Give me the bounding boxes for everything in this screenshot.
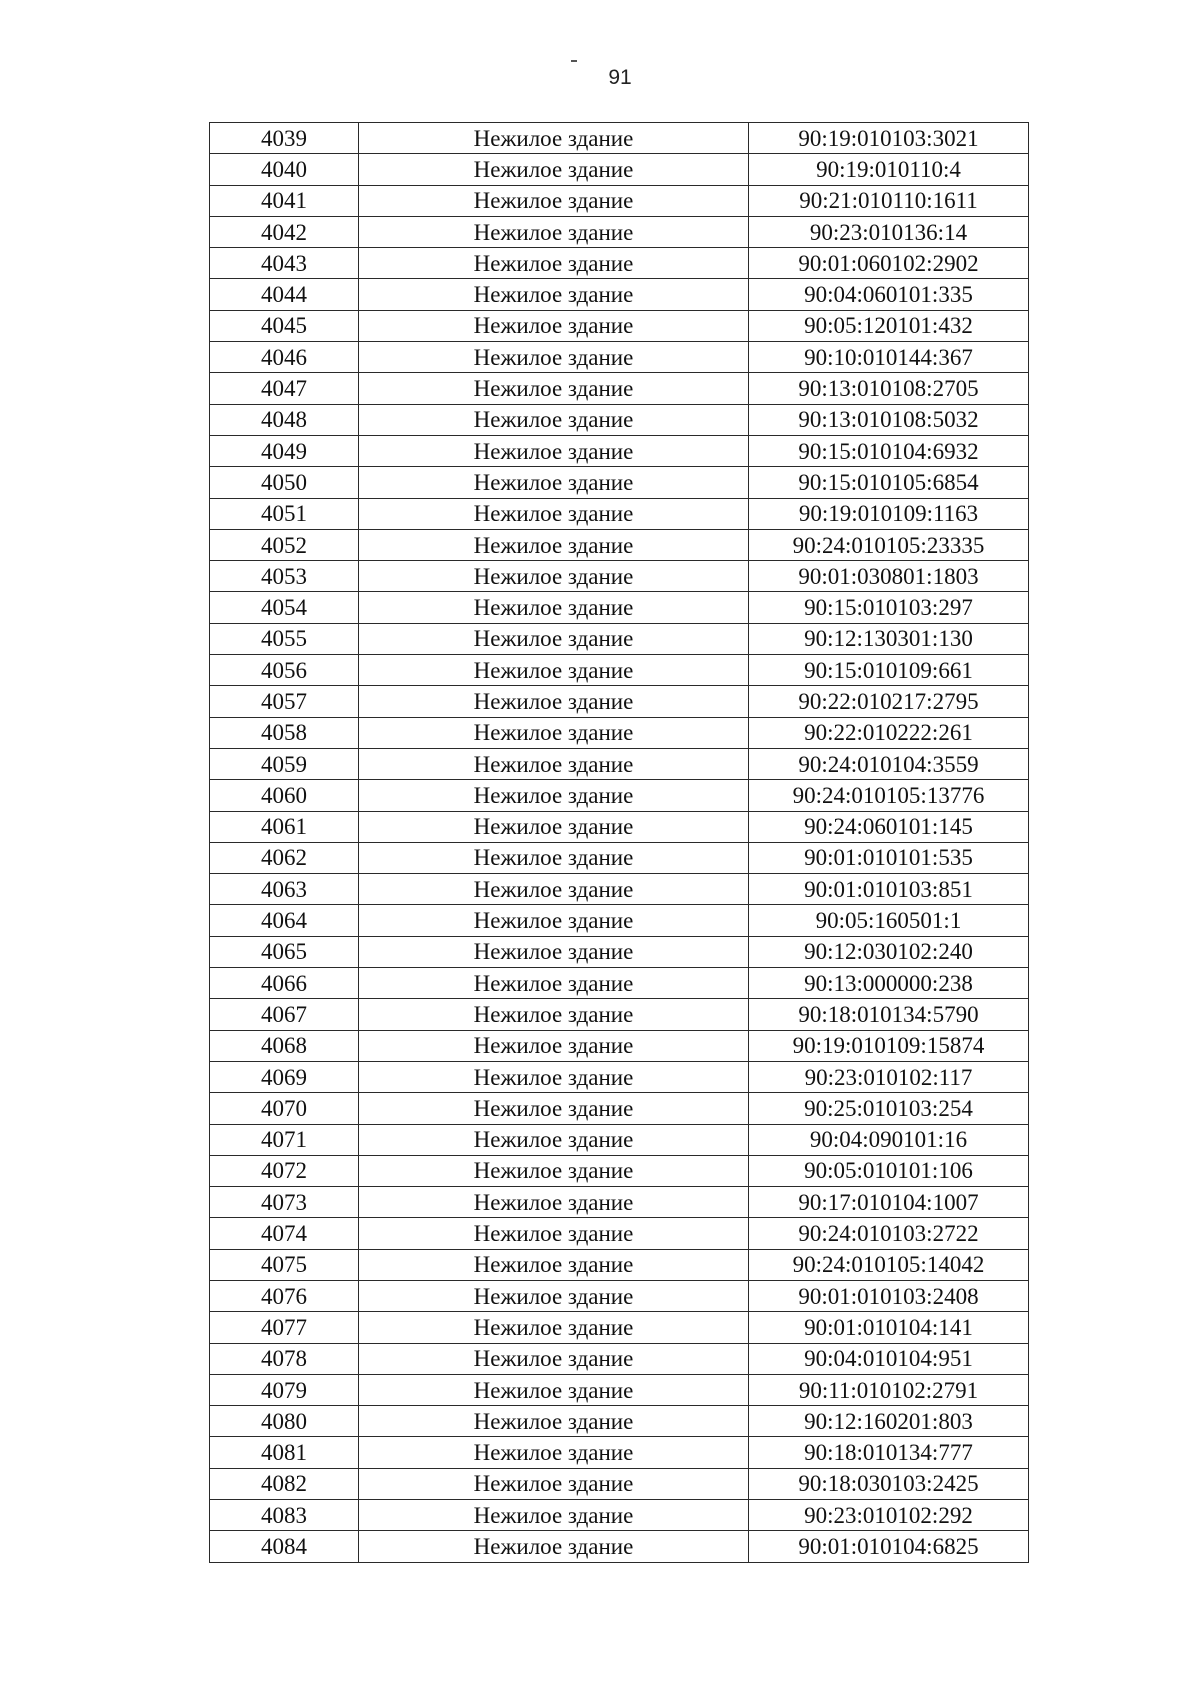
cadastral-number-cell: 90:12:160201:803 xyxy=(749,1406,1029,1437)
cadastral-number-cell: 90:15:010104:6932 xyxy=(749,435,1029,466)
cadastral-number-cell: 90:18:030103:2425 xyxy=(749,1468,1029,1499)
object-type-cell: Нежилое здание xyxy=(359,999,749,1030)
object-type-cell: Нежилое здание xyxy=(359,905,749,936)
table-row xyxy=(210,342,1029,373)
row-number-cell: 4068 xyxy=(210,1030,359,1061)
cadastral-number-cell: 90:24:010105:13776 xyxy=(749,780,1029,811)
registry-table-body xyxy=(210,123,1029,1563)
row-number-cell: 4074 xyxy=(210,1218,359,1249)
object-type-cell: Нежилое здание xyxy=(359,748,749,779)
row-number-cell: 4062 xyxy=(210,842,359,873)
table-row xyxy=(210,748,1029,779)
cadastral-number-cell: 90:23:010102:292 xyxy=(749,1500,1029,1531)
row-number-cell: 4057 xyxy=(210,686,359,717)
row-number-cell: 4064 xyxy=(210,905,359,936)
cadastral-number-cell: 90:13:010108:5032 xyxy=(749,404,1029,435)
cadastral-number-cell: 90:15:010103:297 xyxy=(749,592,1029,623)
object-type-cell: Нежилое здание xyxy=(359,310,749,341)
row-number-cell: 4054 xyxy=(210,592,359,623)
scan-mark xyxy=(571,60,577,62)
object-type-cell: Нежилое здание xyxy=(359,1187,749,1218)
row-number-cell: 4058 xyxy=(210,717,359,748)
cadastral-number-cell: 90:24:060101:145 xyxy=(749,811,1029,842)
row-number-cell: 4051 xyxy=(210,498,359,529)
table-row xyxy=(210,123,1029,154)
cadastral-number-cell: 90:11:010102:2791 xyxy=(749,1374,1029,1405)
table-row xyxy=(210,1406,1029,1437)
object-type-cell: Нежилое здание xyxy=(359,154,749,185)
row-number-cell: 4072 xyxy=(210,1155,359,1186)
object-type-cell: Нежилое здание xyxy=(359,1374,749,1405)
registry-table xyxy=(209,122,1029,1563)
table-row xyxy=(210,874,1029,905)
cadastral-number-cell: 90:17:010104:1007 xyxy=(749,1187,1029,1218)
object-type-cell: Нежилое здание xyxy=(359,1437,749,1468)
row-number-cell: 4079 xyxy=(210,1374,359,1405)
row-number-cell: 4073 xyxy=(210,1187,359,1218)
cadastral-number-cell: 90:19:010103:3021 xyxy=(749,123,1029,154)
table-row xyxy=(210,936,1029,967)
object-type-cell: Нежилое здание xyxy=(359,811,749,842)
row-number-cell: 4048 xyxy=(210,404,359,435)
cadastral-number-cell: 90:13:010108:2705 xyxy=(749,373,1029,404)
object-type-cell: Нежилое здание xyxy=(359,1030,749,1061)
table-row xyxy=(210,1249,1029,1280)
row-number-cell: 4061 xyxy=(210,811,359,842)
cadastral-number-cell: 90:04:010104:951 xyxy=(749,1343,1029,1374)
row-number-cell: 4049 xyxy=(210,435,359,466)
cadastral-number-cell: 90:12:030102:240 xyxy=(749,936,1029,967)
table-row xyxy=(210,435,1029,466)
table-row xyxy=(210,780,1029,811)
table-row xyxy=(210,1531,1029,1562)
object-type-cell: Нежилое здание xyxy=(359,1312,749,1343)
object-type-cell: Нежилое здание xyxy=(359,686,749,717)
row-number-cell: 4044 xyxy=(210,279,359,310)
table-row xyxy=(210,842,1029,873)
object-type-cell: Нежилое здание xyxy=(359,185,749,216)
table-row xyxy=(210,999,1029,1030)
table-row xyxy=(210,1500,1029,1531)
table-row xyxy=(210,1280,1029,1311)
row-number-cell: 4081 xyxy=(210,1437,359,1468)
cadastral-number-cell: 90:25:010103:254 xyxy=(749,1093,1029,1124)
table-row xyxy=(210,404,1029,435)
row-number-cell: 4069 xyxy=(210,1061,359,1092)
object-type-cell: Нежилое здание xyxy=(359,1531,749,1562)
object-type-cell: Нежилое здание xyxy=(359,1124,749,1155)
cadastral-number-cell: 90:24:010103:2722 xyxy=(749,1218,1029,1249)
row-number-cell: 4071 xyxy=(210,1124,359,1155)
cadastral-number-cell: 90:15:010105:6854 xyxy=(749,467,1029,498)
object-type-cell: Нежилое здание xyxy=(359,342,749,373)
cadastral-number-cell: 90:22:010217:2795 xyxy=(749,686,1029,717)
table-row xyxy=(210,310,1029,341)
table-row xyxy=(210,1155,1029,1186)
row-number-cell: 4063 xyxy=(210,874,359,905)
object-type-cell: Нежилое здание xyxy=(359,123,749,154)
cadastral-number-cell: 90:21:010110:1611 xyxy=(749,185,1029,216)
cadastral-number-cell: 90:12:130301:130 xyxy=(749,623,1029,654)
object-type-cell: Нежилое здание xyxy=(359,1218,749,1249)
object-type-cell: Нежилое здание xyxy=(359,968,749,999)
cadastral-number-cell: 90:10:010144:367 xyxy=(749,342,1029,373)
row-number-cell: 4052 xyxy=(210,529,359,560)
row-number-cell: 4080 xyxy=(210,1406,359,1437)
row-number-cell: 4067 xyxy=(210,999,359,1030)
table-row xyxy=(210,529,1029,560)
object-type-cell: Нежилое здание xyxy=(359,435,749,466)
table-row xyxy=(210,717,1029,748)
object-type-cell: Нежилое здание xyxy=(359,1249,749,1280)
table-row xyxy=(210,373,1029,404)
cadastral-number-cell: 90:01:010103:851 xyxy=(749,874,1029,905)
object-type-cell: Нежилое здание xyxy=(359,874,749,905)
table-row xyxy=(210,1312,1029,1343)
row-number-cell: 4041 xyxy=(210,185,359,216)
cadastral-number-cell: 90:18:010134:5790 xyxy=(749,999,1029,1030)
row-number-cell: 4065 xyxy=(210,936,359,967)
object-type-cell: Нежилое здание xyxy=(359,842,749,873)
cadastral-number-cell: 90:04:060101:335 xyxy=(749,279,1029,310)
cadastral-number-cell: 90:23:010102:117 xyxy=(749,1061,1029,1092)
row-number-cell: 4060 xyxy=(210,780,359,811)
table-row xyxy=(210,1437,1029,1468)
cadastral-number-cell: 90:18:010134:777 xyxy=(749,1437,1029,1468)
table-row xyxy=(210,1187,1029,1218)
object-type-cell: Нежилое здание xyxy=(359,1061,749,1092)
cadastral-number-cell: 90:05:010101:106 xyxy=(749,1155,1029,1186)
object-type-cell: Нежилое здание xyxy=(359,655,749,686)
cadastral-number-cell: 90:01:010103:2408 xyxy=(749,1280,1029,1311)
row-number-cell: 4050 xyxy=(210,467,359,498)
row-number-cell: 4042 xyxy=(210,216,359,247)
table-row xyxy=(210,592,1029,623)
row-number-cell: 4082 xyxy=(210,1468,359,1499)
table-row xyxy=(210,623,1029,654)
row-number-cell: 4076 xyxy=(210,1280,359,1311)
cadastral-number-cell: 90:24:010105:14042 xyxy=(749,1249,1029,1280)
table-row xyxy=(210,154,1029,185)
object-type-cell: Нежилое здание xyxy=(359,936,749,967)
object-type-cell: Нежилое здание xyxy=(359,279,749,310)
table-row xyxy=(210,905,1029,936)
object-type-cell: Нежилое здание xyxy=(359,623,749,654)
row-number-cell: 4046 xyxy=(210,342,359,373)
row-number-cell: 4053 xyxy=(210,561,359,592)
object-type-cell: Нежилое здание xyxy=(359,1280,749,1311)
cadastral-number-cell: 90:15:010109:661 xyxy=(749,655,1029,686)
table-row xyxy=(210,686,1029,717)
object-type-cell: Нежилое здание xyxy=(359,561,749,592)
object-type-cell: Нежилое здание xyxy=(359,1343,749,1374)
cadastral-number-cell: 90:01:010101:535 xyxy=(749,842,1029,873)
row-number-cell: 4077 xyxy=(210,1312,359,1343)
row-number-cell: 4047 xyxy=(210,373,359,404)
row-number-cell: 4056 xyxy=(210,655,359,686)
row-number-cell: 4066 xyxy=(210,968,359,999)
row-number-cell: 4039 xyxy=(210,123,359,154)
table-row xyxy=(210,1030,1029,1061)
table-row xyxy=(210,655,1029,686)
row-number-cell: 4070 xyxy=(210,1093,359,1124)
object-type-cell: Нежилое здание xyxy=(359,1093,749,1124)
cadastral-number-cell: 90:05:120101:432 xyxy=(749,310,1029,341)
cadastral-number-cell: 90:01:030801:1803 xyxy=(749,561,1029,592)
table-row xyxy=(210,1218,1029,1249)
table-row xyxy=(210,498,1029,529)
row-number-cell: 4078 xyxy=(210,1343,359,1374)
table-row xyxy=(210,248,1029,279)
table-row xyxy=(210,1093,1029,1124)
row-number-cell: 4075 xyxy=(210,1249,359,1280)
cadastral-number-cell: 90:24:010104:3559 xyxy=(749,748,1029,779)
table-row xyxy=(210,1343,1029,1374)
cadastral-number-cell: 90:01:010104:141 xyxy=(749,1312,1029,1343)
table-row xyxy=(210,185,1029,216)
row-number-cell: 4040 xyxy=(210,154,359,185)
cadastral-number-cell: 90:05:160501:1 xyxy=(749,905,1029,936)
object-type-cell: Нежилое здание xyxy=(359,780,749,811)
cadastral-number-cell: 90:19:010109:1163 xyxy=(749,498,1029,529)
cadastral-number-cell: 90:19:010109:15874 xyxy=(749,1030,1029,1061)
row-number-cell: 4084 xyxy=(210,1531,359,1562)
row-number-cell: 4083 xyxy=(210,1500,359,1531)
cadastral-number-cell: 90:24:010105:23335 xyxy=(749,529,1029,560)
object-type-cell: Нежилое здание xyxy=(359,216,749,247)
object-type-cell: Нежилое здание xyxy=(359,592,749,623)
table-row xyxy=(210,1468,1029,1499)
cadastral-number-cell: 90:13:000000:238 xyxy=(749,968,1029,999)
cadastral-number-cell: 90:22:010222:261 xyxy=(749,717,1029,748)
table-row xyxy=(210,1124,1029,1155)
table-row xyxy=(210,467,1029,498)
object-type-cell: Нежилое здание xyxy=(359,1406,749,1437)
table-row xyxy=(210,1374,1029,1405)
cadastral-number-cell: 90:01:060102:2902 xyxy=(749,248,1029,279)
object-type-cell: Нежилое здание xyxy=(359,1155,749,1186)
object-type-cell: Нежилое здание xyxy=(359,467,749,498)
cadastral-number-cell: 90:01:010104:6825 xyxy=(749,1531,1029,1562)
table-row xyxy=(210,1061,1029,1092)
object-type-cell: Нежилое здание xyxy=(359,248,749,279)
row-number-cell: 4055 xyxy=(210,623,359,654)
object-type-cell: Нежилое здание xyxy=(359,717,749,748)
object-type-cell: Нежилое здание xyxy=(359,404,749,435)
object-type-cell: Нежилое здание xyxy=(359,373,749,404)
cadastral-number-cell: 90:04:090101:16 xyxy=(749,1124,1029,1155)
object-type-cell: Нежилое здание xyxy=(359,1500,749,1531)
cadastral-number-cell: 90:23:010136:14 xyxy=(749,216,1029,247)
table-row xyxy=(210,968,1029,999)
table-row xyxy=(210,216,1029,247)
object-type-cell: Нежилое здание xyxy=(359,498,749,529)
row-number-cell: 4059 xyxy=(210,748,359,779)
row-number-cell: 4043 xyxy=(210,248,359,279)
object-type-cell: Нежилое здание xyxy=(359,1468,749,1499)
cadastral-number-cell: 90:19:010110:4 xyxy=(749,154,1029,185)
table-row xyxy=(210,561,1029,592)
object-type-cell: Нежилое здание xyxy=(359,529,749,560)
page-number: 91 xyxy=(608,66,632,89)
table-row xyxy=(210,279,1029,310)
row-number-cell: 4045 xyxy=(210,310,359,341)
table-row xyxy=(210,811,1029,842)
